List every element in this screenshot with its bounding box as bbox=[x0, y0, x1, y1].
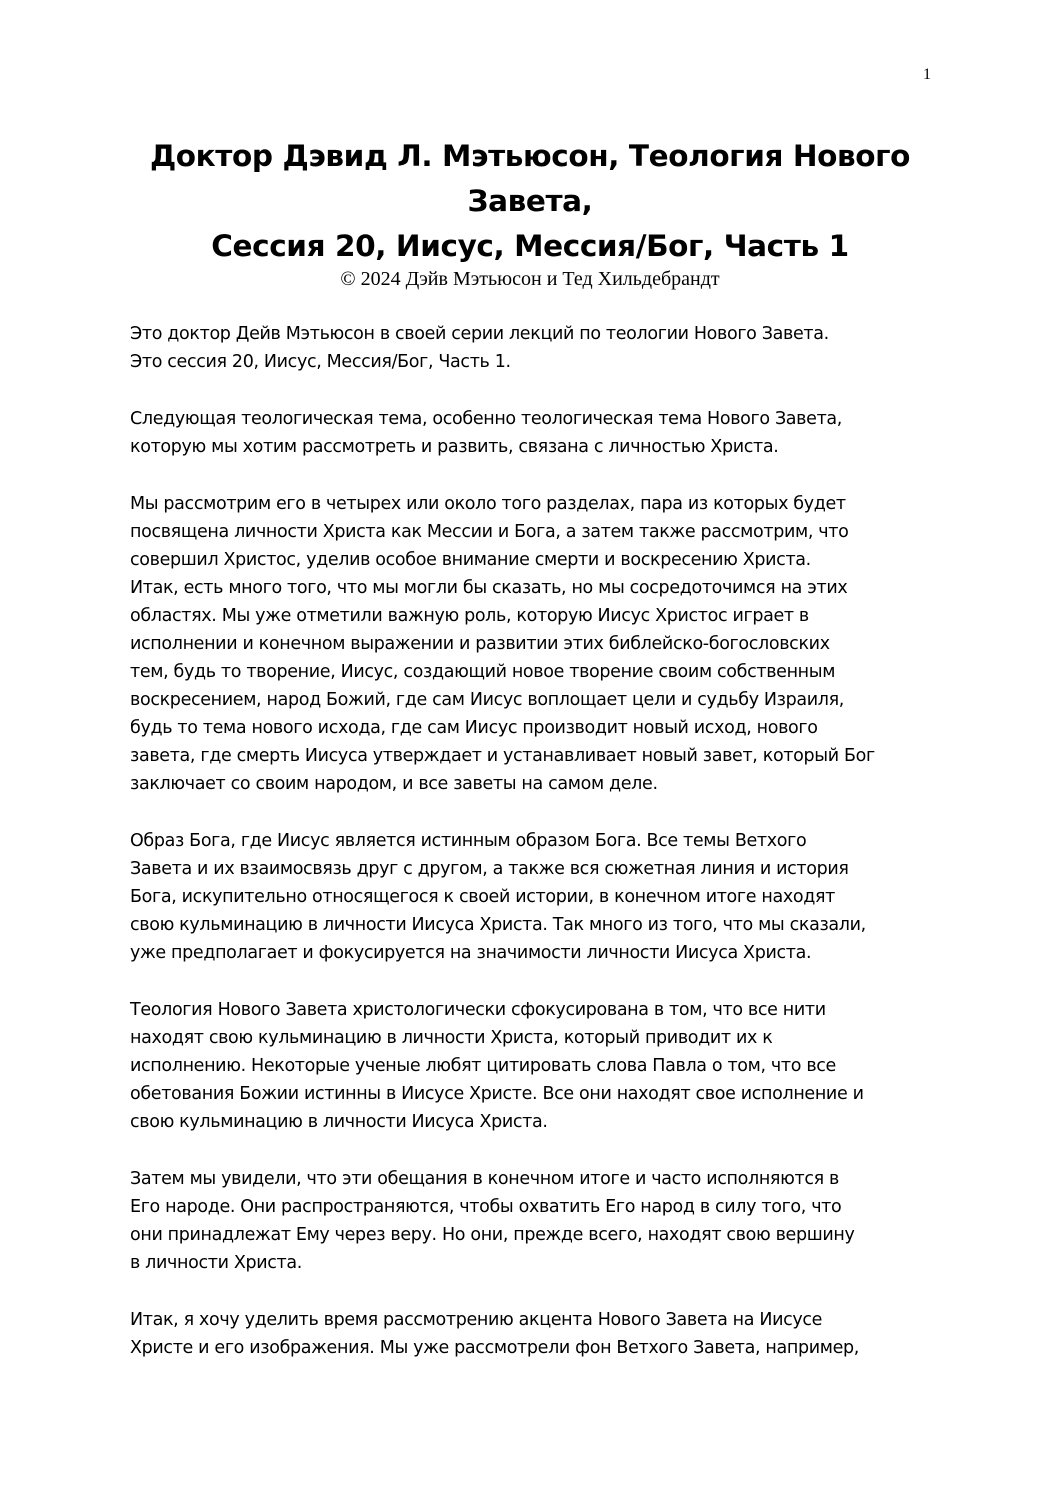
text-line: уже предполагает и фокусируется на значимости личности Иисуса Христа. bbox=[130, 943, 812, 963]
text-line: Образ Бога, где Иисус является истинным образом Бога. Все темы Ветхого bbox=[130, 831, 807, 851]
paragraph-7 bbox=[130, 1306, 935, 1362]
text-line: Бога, искупительно относящегося к своей истории, в конечном итоге находят bbox=[130, 887, 835, 907]
text-line: посвящена личности Христа как Мессии и Бога, а затем также рассмотрим, что bbox=[130, 522, 849, 542]
paragraph-6 bbox=[130, 1165, 935, 1277]
text-line: областях. Мы уже отметили важную роль, которую Иисус Христос играет в bbox=[130, 606, 809, 626]
title-line-1: Доктор Дэвид Л. Мэтьюсон, Теология Нового bbox=[149, 139, 911, 173]
text-line: Это доктор Дейв Мэтьюсон в своей серии лекций по теологии Нового Завета. bbox=[130, 324, 829, 344]
text-line: заключает со своим народом, и все заветы на самом деле. bbox=[130, 774, 658, 794]
paragraph-4 bbox=[130, 827, 935, 967]
text-line: в личности Христа. bbox=[130, 1253, 302, 1273]
paragraph-5 bbox=[130, 996, 935, 1136]
text-line: Это сессия 20, Иисус, Мессия/Бог, Часть 1. bbox=[130, 352, 511, 372]
title-line-2: Завета, bbox=[467, 184, 593, 218]
text-line: Его народе. Они распространяются, чтобы охватить Его народ в силу того, что bbox=[130, 1197, 842, 1217]
paragraph-2 bbox=[130, 405, 935, 461]
title-block bbox=[130, 134, 930, 291]
text-line: Теология Нового Завета христологически сфокусирована в том, что все нити bbox=[130, 1000, 826, 1020]
paragraph-1 bbox=[130, 320, 935, 376]
text-line: тем, будь то творение, Иисус, создающий новое творение своим собственным bbox=[130, 662, 836, 682]
text-line: Следующая теологическая тема, особенно теологическая тема Нового Завета, bbox=[130, 409, 842, 429]
text-line: свою кульминацию в личности Иисуса Христа. Так много из того, что мы сказали, bbox=[130, 915, 866, 935]
text-line: завета, где смерть Иисуса утверждает и устанавливает новый завет, который Бог bbox=[130, 746, 875, 766]
text-line: обетования Божии истинны в Иисусе Христе. Все они находят свое исполнение и bbox=[130, 1084, 864, 1104]
text-line: Завета и их взаимосвязь друг с другом, а также вся сюжетная линия и история bbox=[130, 859, 849, 879]
text-line: воскресением, народ Божий, где сам Иисус воплощает цели и судьбу Израиля, bbox=[130, 690, 844, 710]
page-number: 1 bbox=[923, 66, 931, 83]
text-line: исполнении и конечном выражении и развитии этих библейско-богословских bbox=[130, 634, 830, 654]
text-line: которую мы хотим рассмотреть и развить, связана с личностью Христа. bbox=[130, 437, 779, 457]
text-line: они принадлежат Ему через веру. Но они, прежде всего, находят свою вершину bbox=[130, 1225, 855, 1245]
text-line: совершил Христос, уделив особое внимание смерти и воскресению Христа. bbox=[130, 550, 811, 570]
text-line: Итак, я хочу уделить время рассмотрению акцента Нового Завета на Иисусе bbox=[130, 1310, 823, 1330]
text-line: будь то тема нового исхода, где сам Иисус производит новый исход, нового bbox=[130, 718, 818, 738]
copyright-line: © 2024 Дэйв Мэтьюсон и Тед Хильдебрандт bbox=[340, 268, 720, 290]
text-line: исполнению. Некоторые ученые любят цитировать слова Павла о том, что все bbox=[130, 1056, 836, 1076]
text-line: свою кульминацию в личности Иисуса Христа. bbox=[130, 1112, 548, 1132]
body-text bbox=[130, 320, 935, 1391]
text-line: находят свою кульминацию в личности Христа, который приводит их к bbox=[130, 1028, 773, 1048]
text-line: Христе и его изображения. Мы уже рассмотрели фон Ветхого Завета, например, bbox=[130, 1338, 859, 1358]
paragraph-3 bbox=[130, 490, 935, 798]
text-line: Мы рассмотрим его в четырех или около того разделах, пара из которых будет bbox=[130, 494, 846, 514]
title-line-3: Сессия 20, Иисус, Мессия/Бог, Часть 1 bbox=[211, 229, 849, 263]
text-line: Итак, есть много того, что мы могли бы сказать, но мы сосредоточимся на этих bbox=[130, 578, 848, 598]
text-line: Затем мы увидели, что эти обещания в конечном итоге и часто исполняются в bbox=[130, 1169, 839, 1189]
